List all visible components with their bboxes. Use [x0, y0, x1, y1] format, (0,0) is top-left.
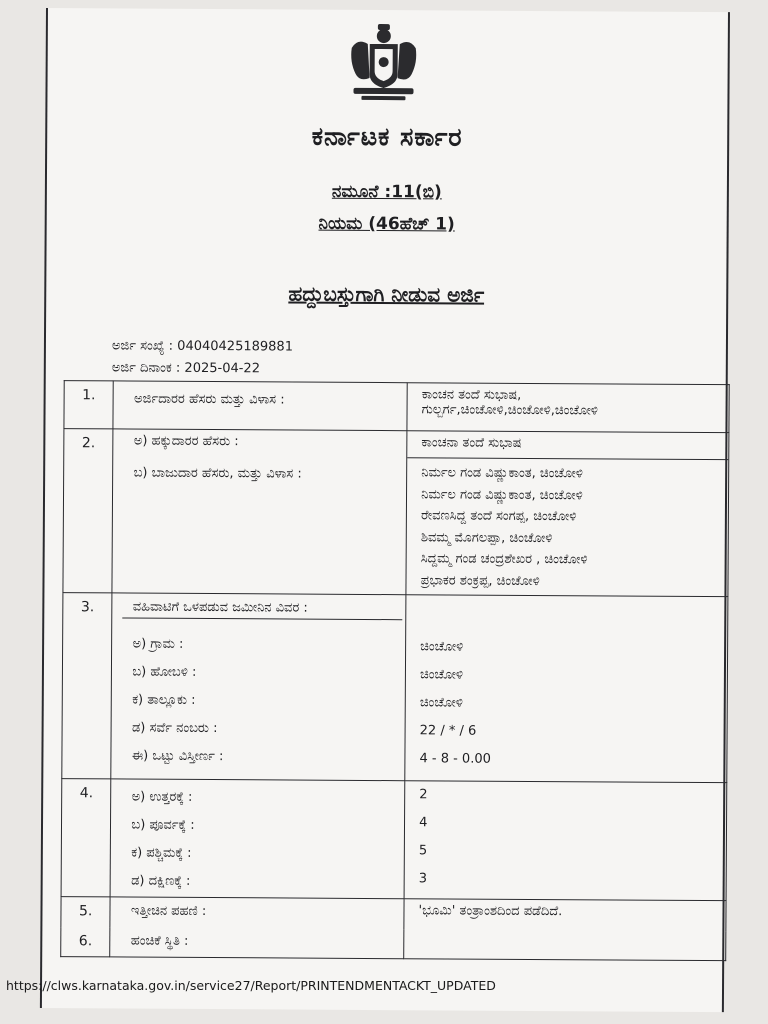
hobli-value: ಚಿಂಚೋಳಿ	[419, 667, 464, 683]
survey-number-value: 22 / * / 6	[419, 723, 477, 739]
table-row	[61, 779, 727, 901]
details-table	[60, 380, 730, 961]
application-heading: ಹದ್ದುಬಸ್ತುಗಾಗಿ ನೀಡುವ ಅರ್ಜಿ	[288, 281, 485, 307]
list-item: ನಿರ್ಮಲ ಗಂಡ ವಿಷ್ಣುಕಾಂತ, ಚಿಂಚೋಳಿ	[421, 465, 583, 482]
latest-pahani-value: 'ಭೂಮಿ' ತಂತ್ರಾಂಶದಿಂದ ಪಡೆದಿದೆ.	[418, 903, 563, 920]
taluk-label: ಕ) ತಾಲ್ಲೂಕು :	[132, 692, 196, 708]
total-area-value: 4 - 8 - 0.00	[419, 751, 491, 767]
east-value: 4	[419, 815, 428, 831]
row-number: 5.	[61, 897, 111, 927]
government-title: ಕರ್ನಾಟಕ ಸರ್ಕಾರ	[311, 121, 463, 152]
row-number: 2.	[63, 429, 113, 593]
table-row	[61, 897, 726, 931]
row-number: 3.	[62, 593, 113, 779]
applicant-value-line: ಗುಲ್ಬರ್ಗ,ಚಿಂಚೋಳಿ,ಚಿಂಚೋಳಿ,ಚಿಂಚೋಳಿ	[421, 402, 598, 419]
latest-pahani-label: ಇತ್ತೀಚಿನ ಪಹಣಿ :	[130, 903, 207, 919]
application-document	[40, 8, 730, 1012]
list-item: ರೇವಣಸಿದ್ದ ತಂದೆ ಸಂಗಪ್ಪ, ಚಿಂಚೋಳಿ	[420, 508, 577, 525]
south-label: ಡ) ದಕ್ಷಿಣಕ್ಕೆ :	[131, 873, 191, 889]
rule-number: ನಿಯಮ (46ಹೆಚ್ 1)	[318, 213, 455, 235]
east-label: ಬ) ಪೂರ್ವಕ್ಕೆ :	[131, 817, 195, 833]
land-details-heading: ವಹಿವಾಟಿಗೆ ಒಳಪಡುವ ಜಮೀನಿನ ವಿವರ :	[132, 599, 308, 616]
village-label: ಅ) ಗ್ರಾಮ :	[132, 636, 184, 652]
allocation-status-label: ಹಂಚಿಕೆ ಸ್ಥಿತಿ :	[130, 933, 189, 949]
neighbour-list	[407, 457, 729, 593]
table-row	[64, 381, 729, 433]
total-area-label: ಈ) ಒಟ್ಟು ವಿಸ್ತೀರ್ಣ :	[131, 748, 224, 765]
survey-number-label: ಡ) ಸರ್ವೆ ನಂಬರು :	[131, 720, 218, 737]
west-label: ಕ) ಪಶ್ಚಿಮಕ್ಕೆ :	[131, 845, 192, 861]
table-row	[61, 927, 726, 961]
rights-holder-value: ಕಾಂಚನಾ ತಂದೆ ಸುಭಾಷ	[421, 435, 522, 451]
application-number: ಅರ್ಜಿ ಸಂಖ್ಯೆ : 04040425189881	[111, 338, 294, 355]
list-item: ಸಿದ್ದಮ್ಮ ಗಂಡ ಚಂದ್ರಶೇಖರ , ಚಿಂಚೋಳಿ	[420, 551, 588, 568]
row-number: 6.	[61, 927, 111, 957]
list-item: ಪ್ರಭಾಕರ ಶಂಕ್ರಪ್ಪ, ಚಿಂಚೋಳಿ	[420, 572, 540, 589]
table-row	[63, 429, 729, 597]
applicant-value-line: ಕಾಂಚನ ತಂದೆ ಸುಭಾಷ,	[421, 387, 522, 403]
south-value: 3	[418, 871, 428, 887]
rights-holder-label: ಅ) ಹಕ್ಕುದಾರರ ಹೆಸರು :	[133, 433, 239, 450]
list-item: ಶಿವಮ್ಮ ಮೊಗಲಪ್ಪಾ, ಚಿಂಚೋಳಿ	[420, 529, 553, 546]
neighbour-label: ಬ) ಬಾಜುದಾರ ಹೆಸರು, ಮತ್ತು ವಿಳಾಸ :	[133, 465, 302, 482]
source-url: https://clws.karnataka.gov.in/service27/Report/PRINTENDMENTACKT_UPDATED	[6, 978, 496, 993]
karnataka-state-emblem-icon	[347, 22, 419, 102]
row-number: 4.	[61, 779, 111, 897]
village-value: ಚಿಂಚೋಳಿ	[420, 639, 464, 655]
row-number: 1.	[64, 381, 114, 429]
table-row	[62, 593, 728, 783]
hobli-label: ಬ) ಹೋಬಳಿ :	[132, 664, 197, 680]
north-value: 2	[419, 787, 428, 803]
list-item: ನಿರ್ಮಲ ಗಂಡ ವಿಷ್ಣುಕಾಂತ, ಚಿಂಚೋಳಿ	[421, 486, 583, 503]
west-value: 5	[418, 843, 428, 859]
taluk-value: ಚಿಂಚೋಳಿ	[419, 695, 463, 711]
application-date: ಅರ್ಜಿ ದಿನಾಂಕ : 2025-04-22	[111, 360, 261, 377]
form-number: ನಮೂನೆ :11(ಬಿ)	[331, 181, 442, 203]
north-label: ಅ) ಉತ್ತರಕ್ಕೆ :	[131, 789, 193, 805]
applicant-name-label: ಅರ್ಜಿದಾರರ ಹೆಸರು ಮತ್ತು ವಿಳಾಸ :	[134, 391, 285, 408]
